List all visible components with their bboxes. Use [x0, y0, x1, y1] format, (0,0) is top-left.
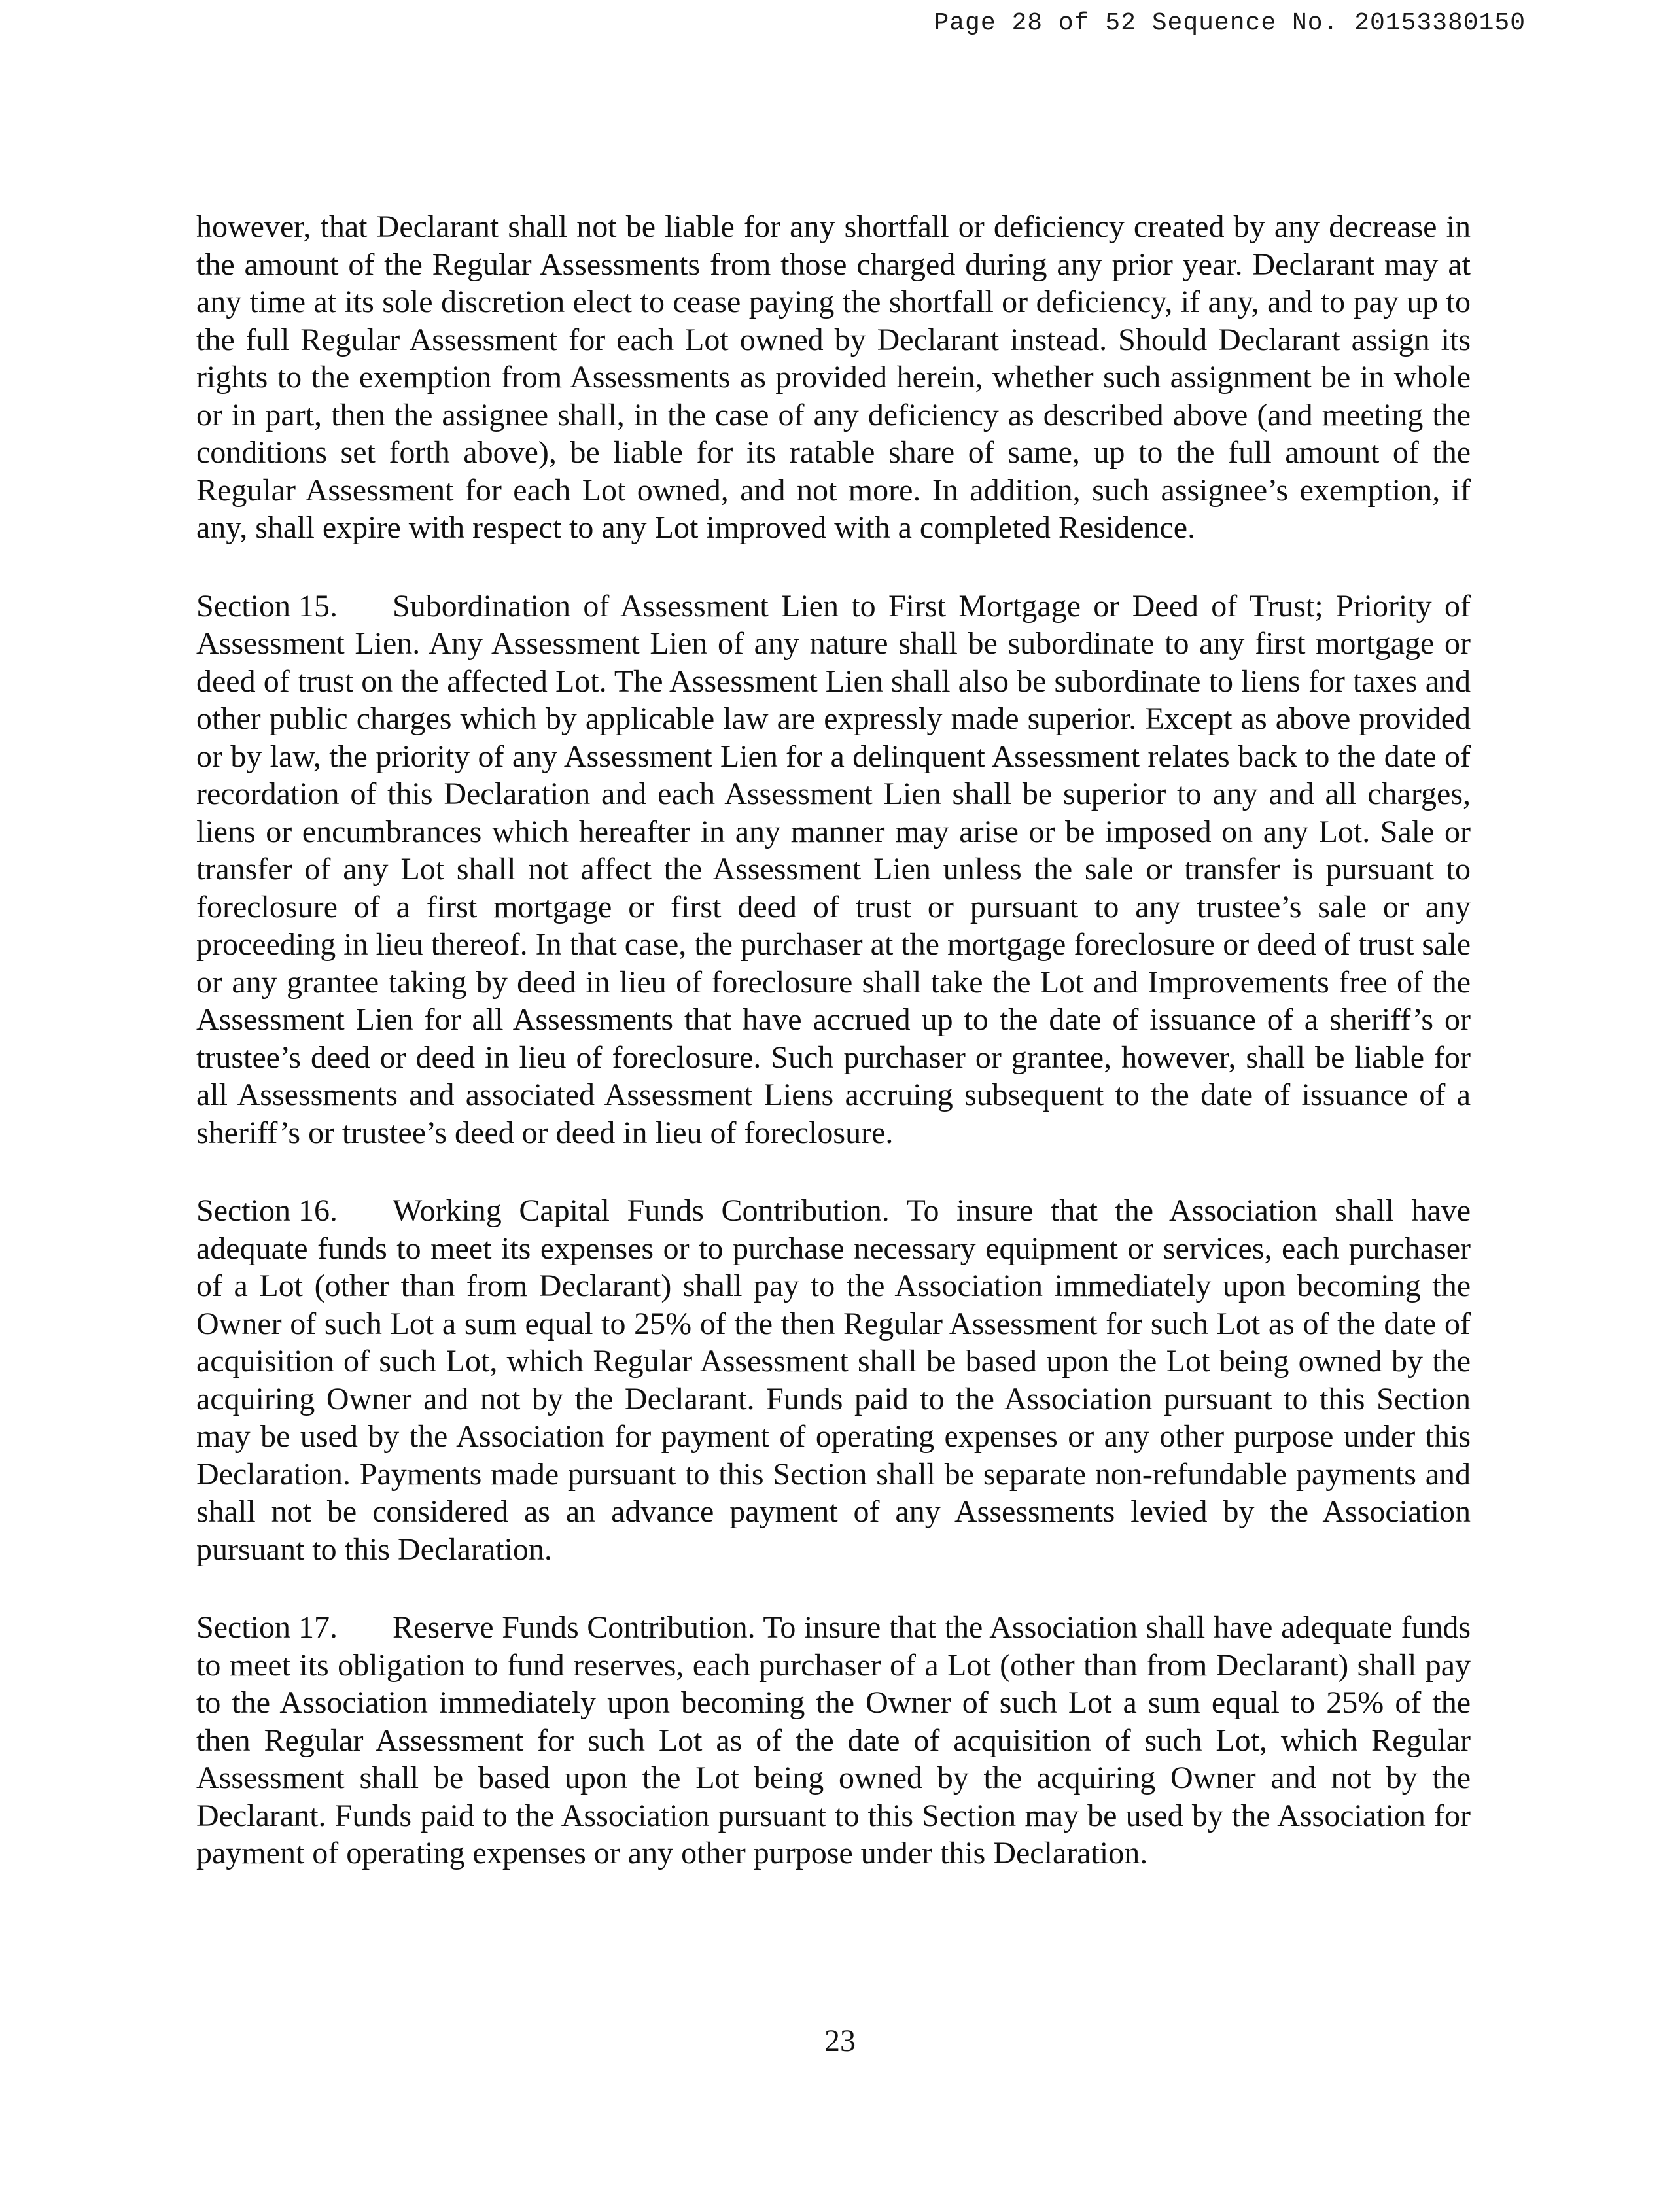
section-body: Any Assessment Lien of any nature shall be subordinate to any first mortgage or deed of trust on the affected Lot. The Assessment Lien shall also be subordinate to liens for taxes and other public charges which by applicable law are expressly made superior. Except as above provided or by law, the priority of any Assessment Lien for a delinquent Assessment relates back to the date of recordation of this Declaration and each Assessment Lien shall be superior to any and all charges, liens or encumbrances which hereafter in any manner may arise or be imposed on any Lot. Sale or transfer of any Lot shall not affect the Assessment Lien unless the sale or transfer is pursuant to foreclosure of a first mortgage or first deed of trust or pursuant to any trustee’s sale or any proceeding in lieu thereof. In that case, the purchaser at the mortgage foreclosure or deed of trust sale or any grantee taking by deed in lieu of foreclosure shall take the Lot and Improvements free of the Assessment Lien for all Assessments that have accrued up to the date of issuance of a sheriff’s or trustee’s deed or deed in lieu of foreclosure. Such purchaser or grantee, however, shall be liable for all Assessments and associated Assessment Liens accruing subsequent to the date of issuance of a sheriff’s or trustee’s deed or deed in lieu of foreclosure.	[196, 626, 1471, 1150]
paragraph-continuation	[196, 208, 1471, 547]
section-16-paragraph	[196, 1192, 1471, 1568]
paragraph-body: however, that Declarant shall not be liable for any shortfall or deficiency created by any decrease in the amount of the Regular Assessments from those charged during any prior year. Declarant may at any time at its sole discretion elect to cease paying the shortfall or deficiency, if any, and to pay up to the full Regular Assessment for each Lot owned by Declarant instead. Should Declarant assign its rights to the exemption from Assessments as provided herein, whether such assignment be in whole or in part, then the assignee shall, in the case of any deficiency as described above (and meeting the conditions set forth above), be liable for its ratable share of same, up to the full amount of the Regular Assessment for each Lot owned, and not more. In addition, such assignee’s exemption, if any, shall expire with respect to any Lot improved with a completed Residence.	[196, 209, 1471, 545]
section-number: Section 17.	[196, 1610, 338, 1645]
section-title: Subordination of Assessment Lien to First Mortgage or Deed of Trust; Priority of Assessment Lien.	[196, 588, 1471, 661]
section-body: To insure that the Association shall have adequate funds to meet its expenses or to purchase necessary equipment or services, each purchaser of a Lot (other than from Declarant) shall pay to the Association immediately upon becoming the Owner of such Lot a sum equal to 25% of the then Regular Assessment for such Lot as of the date of acquisition of such Lot, which Regular Assessment shall be based upon the Lot being owned by the acquiring Owner and not by the Declarant. Funds paid to the Association pursuant to this Section may be used by the Association for payment of operating expenses or any other purpose under this Declaration. Payments made pursuant to this Section shall be separate non-refundable payments and shall not be considered as an advance payment of any Assessments levied by the Association pursuant to this Declaration.	[196, 1193, 1471, 1567]
section-title: Reserve Funds Contribution.	[393, 1610, 756, 1645]
page-number: 23	[824, 2024, 856, 2058]
page-header: Page 28 of 52 Sequence No. 20153380150	[934, 9, 1526, 37]
section-number: Section 15.	[196, 588, 338, 623]
section-title: Working Capital Funds Contribution.	[393, 1193, 890, 1228]
section-number: Section 16.	[196, 1193, 338, 1228]
document-body	[196, 208, 1471, 1913]
section-body: To insure that the Association shall have adequate funds to meet its obligation to fund reserves, each purchaser of a Lot (other than from Declarant) shall pay to the Association immediately upon becoming the Owner of such Lot a sum equal to 25% of the then Regular Assessment for such Lot as of the date of acquisition of such Lot, which Regular Assessment shall be based upon the Lot being owned by the acquiring Owner and not by the Declarant. Funds paid to the Association pursuant to this Section may be used by the Association for payment of operating expenses or any other purpose under this Declaration.	[196, 1610, 1471, 1870]
section-15-paragraph	[196, 588, 1471, 1152]
section-17-paragraph	[196, 1609, 1471, 1872]
